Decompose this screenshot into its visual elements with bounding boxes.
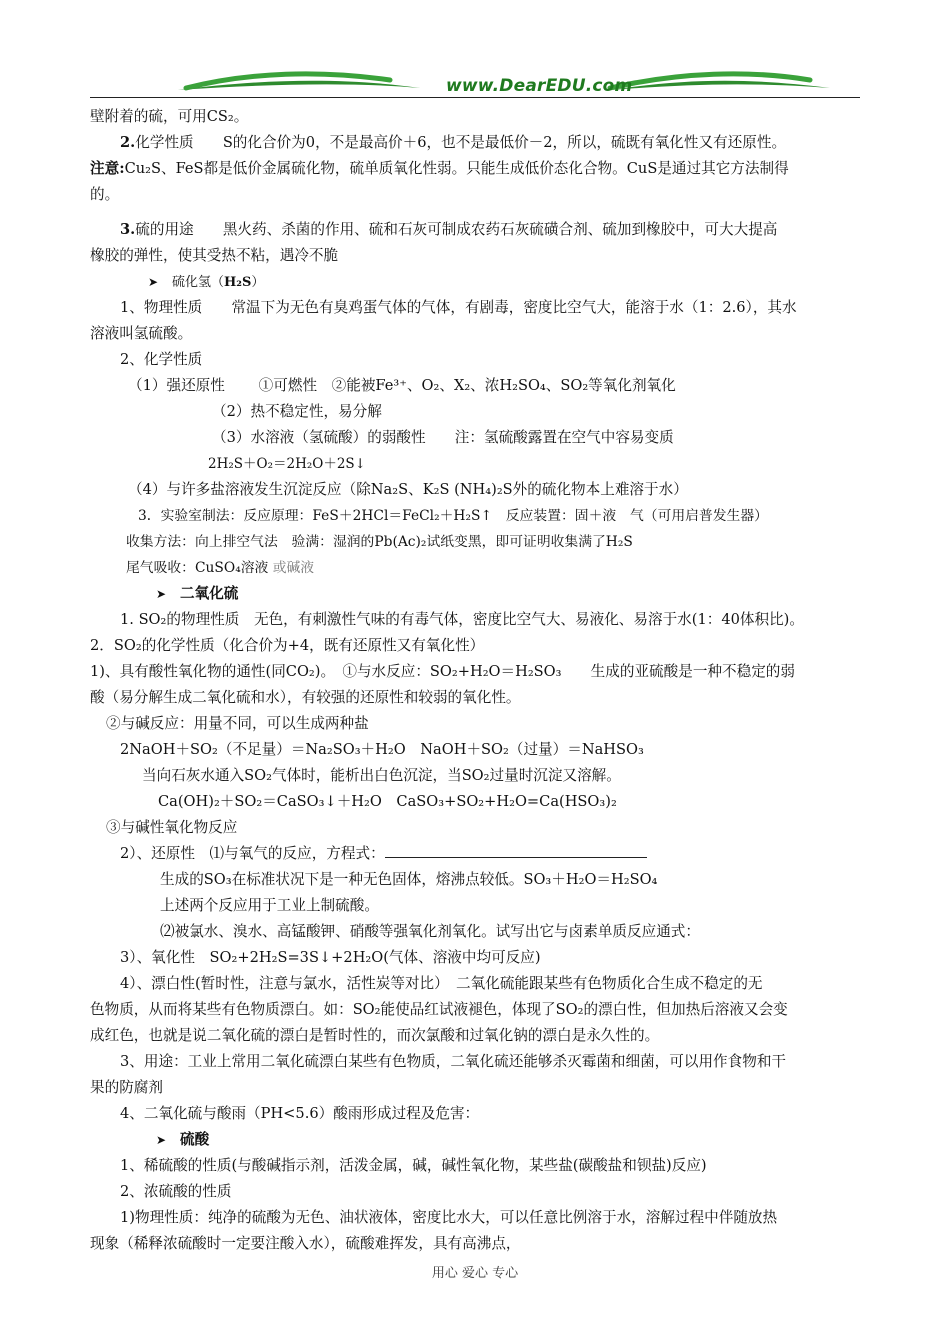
page-header <box>90 66 860 100</box>
text-line: 2、化学性质 <box>120 351 203 368</box>
text-line: ②与碱反应：用量不同，可以生成两种盐 <box>106 715 369 732</box>
text-line: 色物质，从而将某些有色物质漂白。如：SO₂能使品红试液褪色，体现了SO₂的漂白性，但加热后溶液又会变 <box>90 1001 788 1018</box>
text-line: 成红色，也就是说二氧化硫的漂白是暂时性的，而次氯酸和过氧化钠的漂白是永久性的。 <box>90 1027 660 1044</box>
text-line: 当向石灰水通入SO₂气体时，能析出白色沉淀，当SO₂过量时沉淀又溶解。 <box>142 767 621 784</box>
text-line: 壁附着的硫，可用CS₂。 <box>90 108 249 125</box>
text-line: 2．SO₂的化学性质（化合价为+4，既有还原性又有氧化性） <box>90 637 485 654</box>
site-logo: www.DearEDU.com <box>446 76 633 96</box>
text-line: 3）、氧化性 SO₂+2H₂S=3S↓+2H₂O(气体、溶液中均可反应) <box>120 949 541 966</box>
text-line <box>90 130 860 156</box>
heading-text: 二氧化硫 <box>180 585 239 602</box>
text-line: 现象（稀释浓硫酸时一定要注酸入水），硫酸难挥发，具有高沸点， <box>90 1235 521 1252</box>
arrow-bullet-icon: ➤ <box>148 275 159 289</box>
text-line: 1、物理性质 常温下为无色有臭鸡蛋气体的气体，有剧毒，密度比空气大，能溶于水（1：2.6），其水 <box>120 299 797 316</box>
text-line: 收集方法：向上排空气法 验满：湿润的Pb(Ac)₂试纸变黑，即可证明收集满了H₂S <box>126 534 633 550</box>
text-span-gray: 或碱液 <box>268 560 315 576</box>
page-footer: 用心 爱心 专心 <box>431 1266 519 1281</box>
text-line: 1、稀硫酸的性质(与酸碱指示剂，活泼金属，碱，碱性氧化物，某些盐(碳酸盐和钡盐)反应) <box>120 1157 707 1174</box>
section-number: 2. <box>120 134 136 151</box>
section-heading-h2s <box>90 269 860 295</box>
text-line: （4）与许多盐溶液发生沉淀反应（除Na₂S、K₂S (NH₄)₂S外的硫化物本上难溶于水） <box>128 481 688 498</box>
note-label: 注意: <box>90 160 125 177</box>
text-line: 1)物理性质：纯净的硫酸为无色、油状液体，密度比水大，可以任意比例溶于水，溶解过程中伴随放热 <box>120 1209 778 1226</box>
equation-line: 2NaOH＋SO₂（不足量）＝Na₂SO₃＋H₂O NaOH＋SO₂（过量）＝NaHSO₃ <box>120 741 644 758</box>
section-heading-so2 <box>90 581 860 607</box>
text-line: 橡胶的弹性，使其受热不粘，遇冷不脆 <box>90 247 339 264</box>
text-line: 4、二氧化硫与酸雨（PH<5.6）酸雨形成过程及危害： <box>120 1105 480 1122</box>
equation-line: 2H₂S＋O₂＝2H₂O＋2S↓ <box>208 456 366 472</box>
text-line <box>90 156 860 182</box>
section-number: 3. <box>120 221 136 238</box>
text-line: 1)、具有酸性氧化物的通性(同CO₂)。 ①与水反应：SO₂+H₂O＝H₂SO₃ 生成的亚硫酸是一种不稳定的弱 <box>90 663 795 680</box>
text-line <box>90 217 860 243</box>
text-line: 生成的SO₃在标准状况下是一种无色固体，熔沸点较低。SO₃＋H₂O＝H₂SO₄ <box>160 871 658 888</box>
text-span: 硫的用途 黑火药、杀菌的作用、硫和石灰可制成农药石灰硫磺合剂、硫加到橡胶中，可大大提高 <box>135 221 778 238</box>
heading-formula: H₂S <box>224 275 252 290</box>
text-line: 的。 <box>90 186 120 203</box>
text-span: Cu₂S、FeS都是低价金属硫化物，硫单质氧化性弱。只能生成低价态化合物。CuS是通过其它方法制得 <box>124 160 789 177</box>
text-line: （3）水溶液（氢硫酸）的弱酸性 注：氢硫酸露置在空气中容易变质 <box>212 429 674 446</box>
equation-line: Ca(OH)₂＋SO₂＝CaSO₃↓＋H₂O CaSO₃+SO₂+H₂O=Ca(HSO₃)₂ <box>158 793 617 810</box>
text-span: 化学性质 S的化合价为0，不是最高价＋6，也不是最低价－2，所以，硫既有氧化性又有还原性。 <box>135 134 787 151</box>
fill-in-blank <box>385 843 647 858</box>
text-span: 2）、还原性 ⑴与氧气的反应，方程式： <box>120 845 385 862</box>
text-line <box>90 555 860 581</box>
text-line: 1. SO₂的物理性质 无色，有刺激性气味的有毒气体，密度比空气大、易液化、易溶于水(1：40体积比)。 <box>120 611 804 628</box>
document-body <box>90 104 860 1257</box>
text-line: 酸（易分解生成二氧化硫和水），有较强的还原性和较弱的氧化性。 <box>90 689 521 706</box>
section-heading-sulfuric-acid <box>90 1127 860 1153</box>
heading-text: 硫化氢（ <box>172 275 225 290</box>
text-line: ⑵被氯水、溴水、高锰酸钾、硝酸等强氧化剂氧化。试写出它与卤素单质反应通式： <box>160 923 700 940</box>
arrow-bullet-icon: ➤ <box>156 1133 167 1147</box>
text-line: ③与碱性氧化物反应 <box>106 819 238 836</box>
heading-text: ） <box>251 275 265 290</box>
text-line: 3、用途：工业上常用二氧化硫漂白某些有色物质，二氧化硫还能够杀灭霉菌和细菌，可以用作食物和干 <box>120 1053 787 1070</box>
text-line: （2）热不稳定性，易分解 <box>212 403 382 420</box>
text-line: 上述两个反应用于工业上制硫酸。 <box>160 897 379 914</box>
text-line <box>90 841 860 867</box>
text-line: （1）强还原性 ①可燃性 ②能被Fe³⁺、O₂、X₂、浓H₂SO₄、SO₂等氧化剂氧化 <box>128 377 676 394</box>
text-line: 2、浓硫酸的性质 <box>120 1183 232 1200</box>
heading-text: 硫酸 <box>180 1131 210 1148</box>
text-line: 3．实验室制法：反应原理：FeS＋2HCl＝FeCl₂＋H₂S↑ 反应装置：固＋液 气（可用启普发生器） <box>138 508 768 524</box>
text-span: 尾气吸收：CuSO₄溶液 <box>126 560 269 576</box>
text-line: 4）、漂白性(暂时性，注意与氯水，活性炭等对比） 二氧化硫能跟某些有色物质化合生成不稳定的无 <box>120 975 763 992</box>
arrow-bullet-icon: ➤ <box>156 587 167 601</box>
header-rule <box>90 97 860 98</box>
text-line: 溶液叫氢硫酸。 <box>90 325 193 342</box>
text-line: 果的防腐剂 <box>90 1079 163 1096</box>
